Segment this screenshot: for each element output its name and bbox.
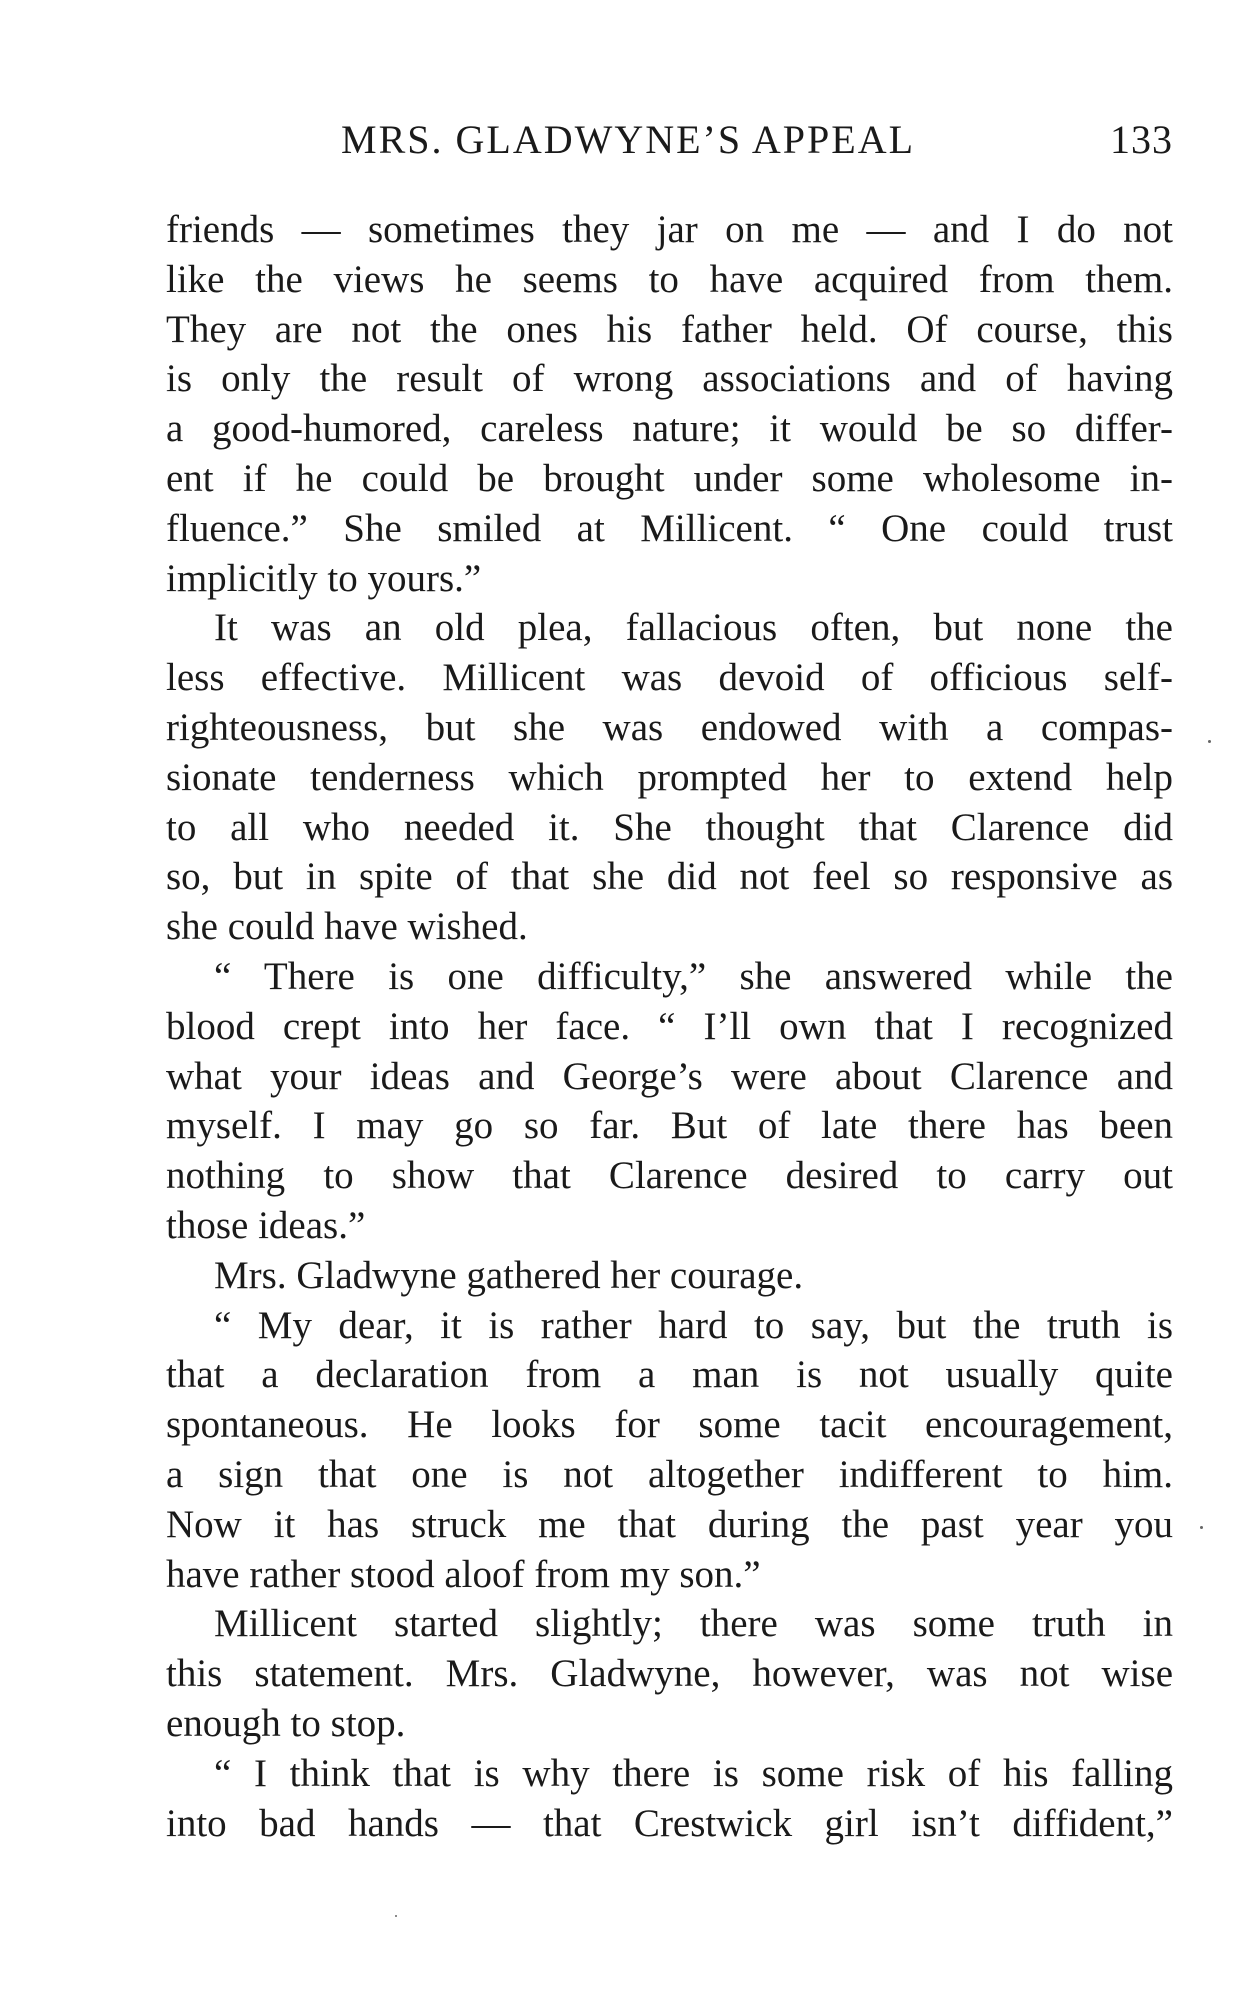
text-line: a good-humored, careless nature; it would be so differ-: [166, 407, 1173, 451]
text-line: nothing to show that Clarence desired to carry out: [166, 1154, 1173, 1198]
body-text: [166, 205, 1173, 1848]
text-line: have rather stood aloof from my son.”: [166, 1552, 761, 1596]
text-line: blood crept into her face. “ I’ll own that I recognized: [166, 1004, 1173, 1048]
text-line: myself. I may go so far. But of late there has been: [166, 1104, 1173, 1148]
text-line: those ideas.”: [166, 1203, 366, 1247]
text-line: Now it has struck me that during the past year you: [166, 1502, 1173, 1546]
page-header: [166, 112, 1173, 168]
text-line: a sign that one is not altogether indifferent to him.: [166, 1452, 1173, 1496]
text-line: Mrs. Gladwyne gathered her courage.: [214, 1253, 804, 1297]
text-line: enough to stop.: [166, 1701, 406, 1745]
text-line: spontaneous. He looks for some tacit encouragement,: [166, 1403, 1173, 1447]
text-line: less effective. Millicent was devoid of officious self-: [166, 656, 1173, 700]
text-line: so, but in spite of that she did not feel so responsive as: [166, 855, 1173, 899]
text-line: this statement. Mrs. Gladwyne, however, was not wise: [166, 1652, 1173, 1696]
text-line: righteousness, but she was endowed with a compas-: [166, 705, 1173, 749]
text-line: “ My dear, it is rather hard to say, but the truth is: [214, 1303, 1173, 1347]
text-line: what your ideas and George’s were about Clarence and: [166, 1054, 1173, 1098]
text-line: ent if he could be brought under some wholesome in-: [166, 456, 1173, 500]
text-line: It was an old plea, fallacious often, but none the: [214, 606, 1173, 650]
text-line: “ There is one difficulty,” she answered while the: [214, 954, 1173, 998]
text-line: They are not the ones his father held. Of course, this: [166, 307, 1173, 351]
page-number: 133: [1110, 117, 1173, 162]
running-title: MRS. GLADWYNE’S APPEAL: [341, 117, 916, 162]
text-line: that a declaration from a man is not usually quite: [166, 1353, 1173, 1397]
text-line: Millicent started slightly; there was some truth in: [214, 1602, 1173, 1646]
text-line: friends — sometimes they jar on me — and I do not: [166, 208, 1173, 251]
text-line: fluence.” She smiled at Millicent. “ One could trust: [166, 506, 1173, 550]
scan-speck: [1200, 1526, 1203, 1529]
text-line: like the views he seems to have acquired from them.: [166, 257, 1173, 301]
text-line: sionate tenderness which prompted her to extend help: [166, 755, 1173, 799]
text-line: to all who needed it. She thought that Clarence did: [166, 805, 1173, 849]
text-line: is only the result of wrong associations and of having: [166, 357, 1173, 401]
text-line: into bad hands — that Crestwick girl isn’t diffident,”: [166, 1801, 1173, 1845]
scan-speck: [395, 1915, 397, 1917]
text-line: implicitly to yours.”: [166, 556, 482, 600]
text-line: she could have wished.: [166, 905, 528, 949]
text-line: “ I think that is why there is some risk of his falling: [214, 1751, 1173, 1795]
scan-speck: [1208, 740, 1211, 743]
